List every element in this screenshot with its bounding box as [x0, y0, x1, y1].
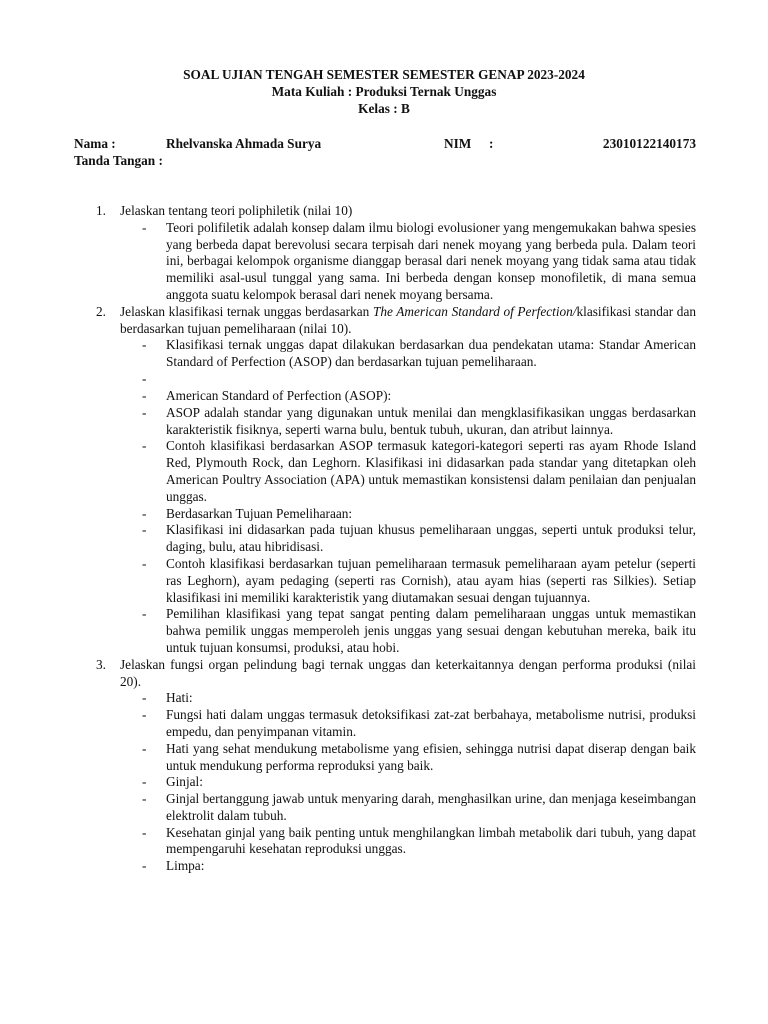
bullet-dash: -: [142, 337, 147, 353]
answer-text: Hati:: [166, 690, 193, 706]
question-text: Jelaskan fungsi organ pelindung bagi ternak unggas dan keterkaitannya dengan performa produksi (nilai 20).: [120, 656, 696, 689]
answer-text: Teori polifiletik adalah konsep dalam ilmu biologi evolusioner yang mengemukakan bahwa spesies yang berbeda dapat berevolusi secara terpisah dari nenek moyang yang berbeda pula. Dalam teori ini, berbagai kelompok organisme dianggap berasal dari nenek moyang yang tidak sama atau tidak memiliki asal-usul tunggal yang sama. Ini berbeda dengan konsep monofiletik, di mana semua anggota suatu kelompok berasal dari nenek moyang bersama.: [166, 219, 696, 302]
answer-text: Kesehatan ginjal yang baik penting untuk menghilangkan limbah metabolik dari tubuh, yang dapat mempengaruhi kesehatan reproduksi unggas.: [166, 824, 696, 857]
bullet-dash: -: [142, 774, 147, 790]
answer-item: [74, 741, 696, 775]
answer-text: Pemilihan klasifikasi yang tepat sangat penting dalam pemeliharaan unggas untuk memastikan bahwa pemilik unggas memperoleh jenis unggas yang sesuai dengan kebutuhan mereka, baik itu untuk tujuan konsumsi, produksi, atau hobi.: [166, 606, 696, 655]
bullet-dash: -: [142, 858, 147, 874]
answer-item: [74, 690, 696, 707]
answer-item: [74, 522, 696, 556]
bullet-dash: -: [142, 522, 147, 538]
question-text: Jelaskan tentang teori poliphiletik (nilai 10): [120, 203, 353, 218]
bullet-dash: -: [142, 707, 147, 723]
question-1: [74, 203, 696, 220]
bullet-dash: -: [142, 505, 147, 521]
questions-list: [74, 203, 696, 875]
answer-item: [74, 791, 696, 825]
answer-text: Klasifikasi ternak unggas dapat dilakukan berdasarkan dua pendekatan utama: Standar American Standard of Perfection (ASOP) dan berdasarkan tujuan pemeliharaan.: [166, 337, 696, 370]
answer-text: ASOP adalah standar yang digunakan untuk menilai dan mengklasifikasikan unggas berdasarkan karakteristik fisiknya, seperti warna bulu, bentuk tubuh, ukuran, dan atribut lainnya.: [166, 404, 696, 437]
question-3: [74, 657, 696, 691]
answer-item: [74, 220, 696, 304]
answer-item: [74, 774, 696, 791]
bullet-dash: -: [142, 404, 147, 420]
question-number: 3.: [96, 656, 106, 672]
question-text-end: klasifikasi standar dan berdasarkan tujuan pemeliharaan (nilai 10).: [120, 303, 697, 336]
answer-item: [74, 506, 696, 523]
answer-text: Limpa:: [166, 858, 205, 874]
bullet-dash: -: [142, 606, 147, 622]
bullet-dash: -: [142, 690, 147, 706]
answer-text: Hati yang sehat mendukung metabolisme yang efisien, sehingga nutrisi dapat diserap dengan baik untuk mendukung performa reproduksi yang baik.: [166, 740, 696, 773]
answer-item: [74, 438, 696, 505]
bullet-dash: -: [142, 555, 147, 571]
bullet-dash: -: [142, 370, 147, 386]
course-title: Mata Kuliah : Produksi Ternak Unggas: [271, 84, 497, 99]
question-number: 1.: [96, 203, 106, 218]
answer-item: [74, 337, 696, 371]
answer-item: [74, 825, 696, 859]
bullet-dash: -: [142, 219, 147, 235]
question-text: Jelaskan klasifikasi ternak unggas berdasarkan: [120, 303, 373, 319]
answer-text: Contoh klasifikasi berdasarkan tujuan pemeliharaan termasuk pemeliharaan ayam petelur (seperti ras Leghorn), ayam pedaging (seperti ras Cornish), atau ayam hias (seperti ras Silkies). Setiap klasifikasi ini memiliki karakteristik yang diutamakan sesuai dengan tujuannya.: [166, 555, 696, 605]
answer-item: [74, 556, 696, 606]
nim-value: 23010122140173: [602, 136, 696, 151]
bullet-dash: -: [142, 438, 147, 454]
signature-label: Tanda Tangan :: [74, 153, 163, 168]
answer-text: Ginjal:: [166, 774, 203, 790]
question-2: [74, 304, 696, 338]
answer-item: [74, 388, 696, 405]
answer-item: [74, 606, 696, 656]
answer-text: Ginjal bertanggung jawab untuk menyaring darah, menghasilkan urine, dan menjaga keseimbangan elektrolit dalam tubuh.: [166, 791, 696, 823]
answer-text: Contoh klasifikasi berdasarkan ASOP termasuk kategori-kategori seperti ras ayam Rhode Island Red, Plymouth Rock, dan Leghorn. Klasifikasi ini didasarkan pada standar yang ditetapkan oleh American Poultry Association (APA) untuk memastikan konsistensi dalam penilaian dan penjualan unggas.: [166, 438, 696, 504]
answer-text: Berdasarkan Tujuan Pemeliharaan:: [166, 505, 353, 521]
question-number: 2.: [96, 303, 106, 319]
answer-item: [74, 707, 696, 741]
answer-item: [74, 858, 696, 875]
student-info: [74, 136, 696, 170]
answer-text: American Standard of Perfection (ASOP):: [166, 387, 392, 403]
bullet-dash: -: [142, 387, 147, 403]
name-value: Rhelvanska Ahmada Surya: [166, 136, 322, 151]
answer-item-empty: [74, 371, 696, 388]
bullet-dash: -: [142, 791, 147, 807]
answer-text: Klasifikasi ini didasarkan pada tujuan khusus pemeliharaan unggas, seperti untuk produksi telur, daging, bulu, atau hibridisasi.: [166, 522, 696, 555]
exam-title: SOAL UJIAN TENGAH SEMESTER SEMESTER GENAP 2023-2024: [183, 67, 585, 82]
class-label: Kelas : B: [358, 101, 410, 116]
answer-item: [74, 405, 696, 439]
nim-label: NIM: [444, 136, 472, 151]
document-header: [0, 67, 768, 118]
nim-colon: :: [489, 136, 494, 151]
bullet-dash: -: [142, 824, 147, 840]
question-text-italic: The American Standard of Perfection/: [372, 303, 577, 319]
name-label: Nama :: [74, 136, 116, 151]
answer-text: Fungsi hati dalam unggas termasuk detoksifikasi zat-zat berbahaya, metabolisme nutrisi, produksi empedu, dan penyimpanan vitamin.: [166, 707, 696, 739]
bullet-dash: -: [142, 740, 147, 756]
